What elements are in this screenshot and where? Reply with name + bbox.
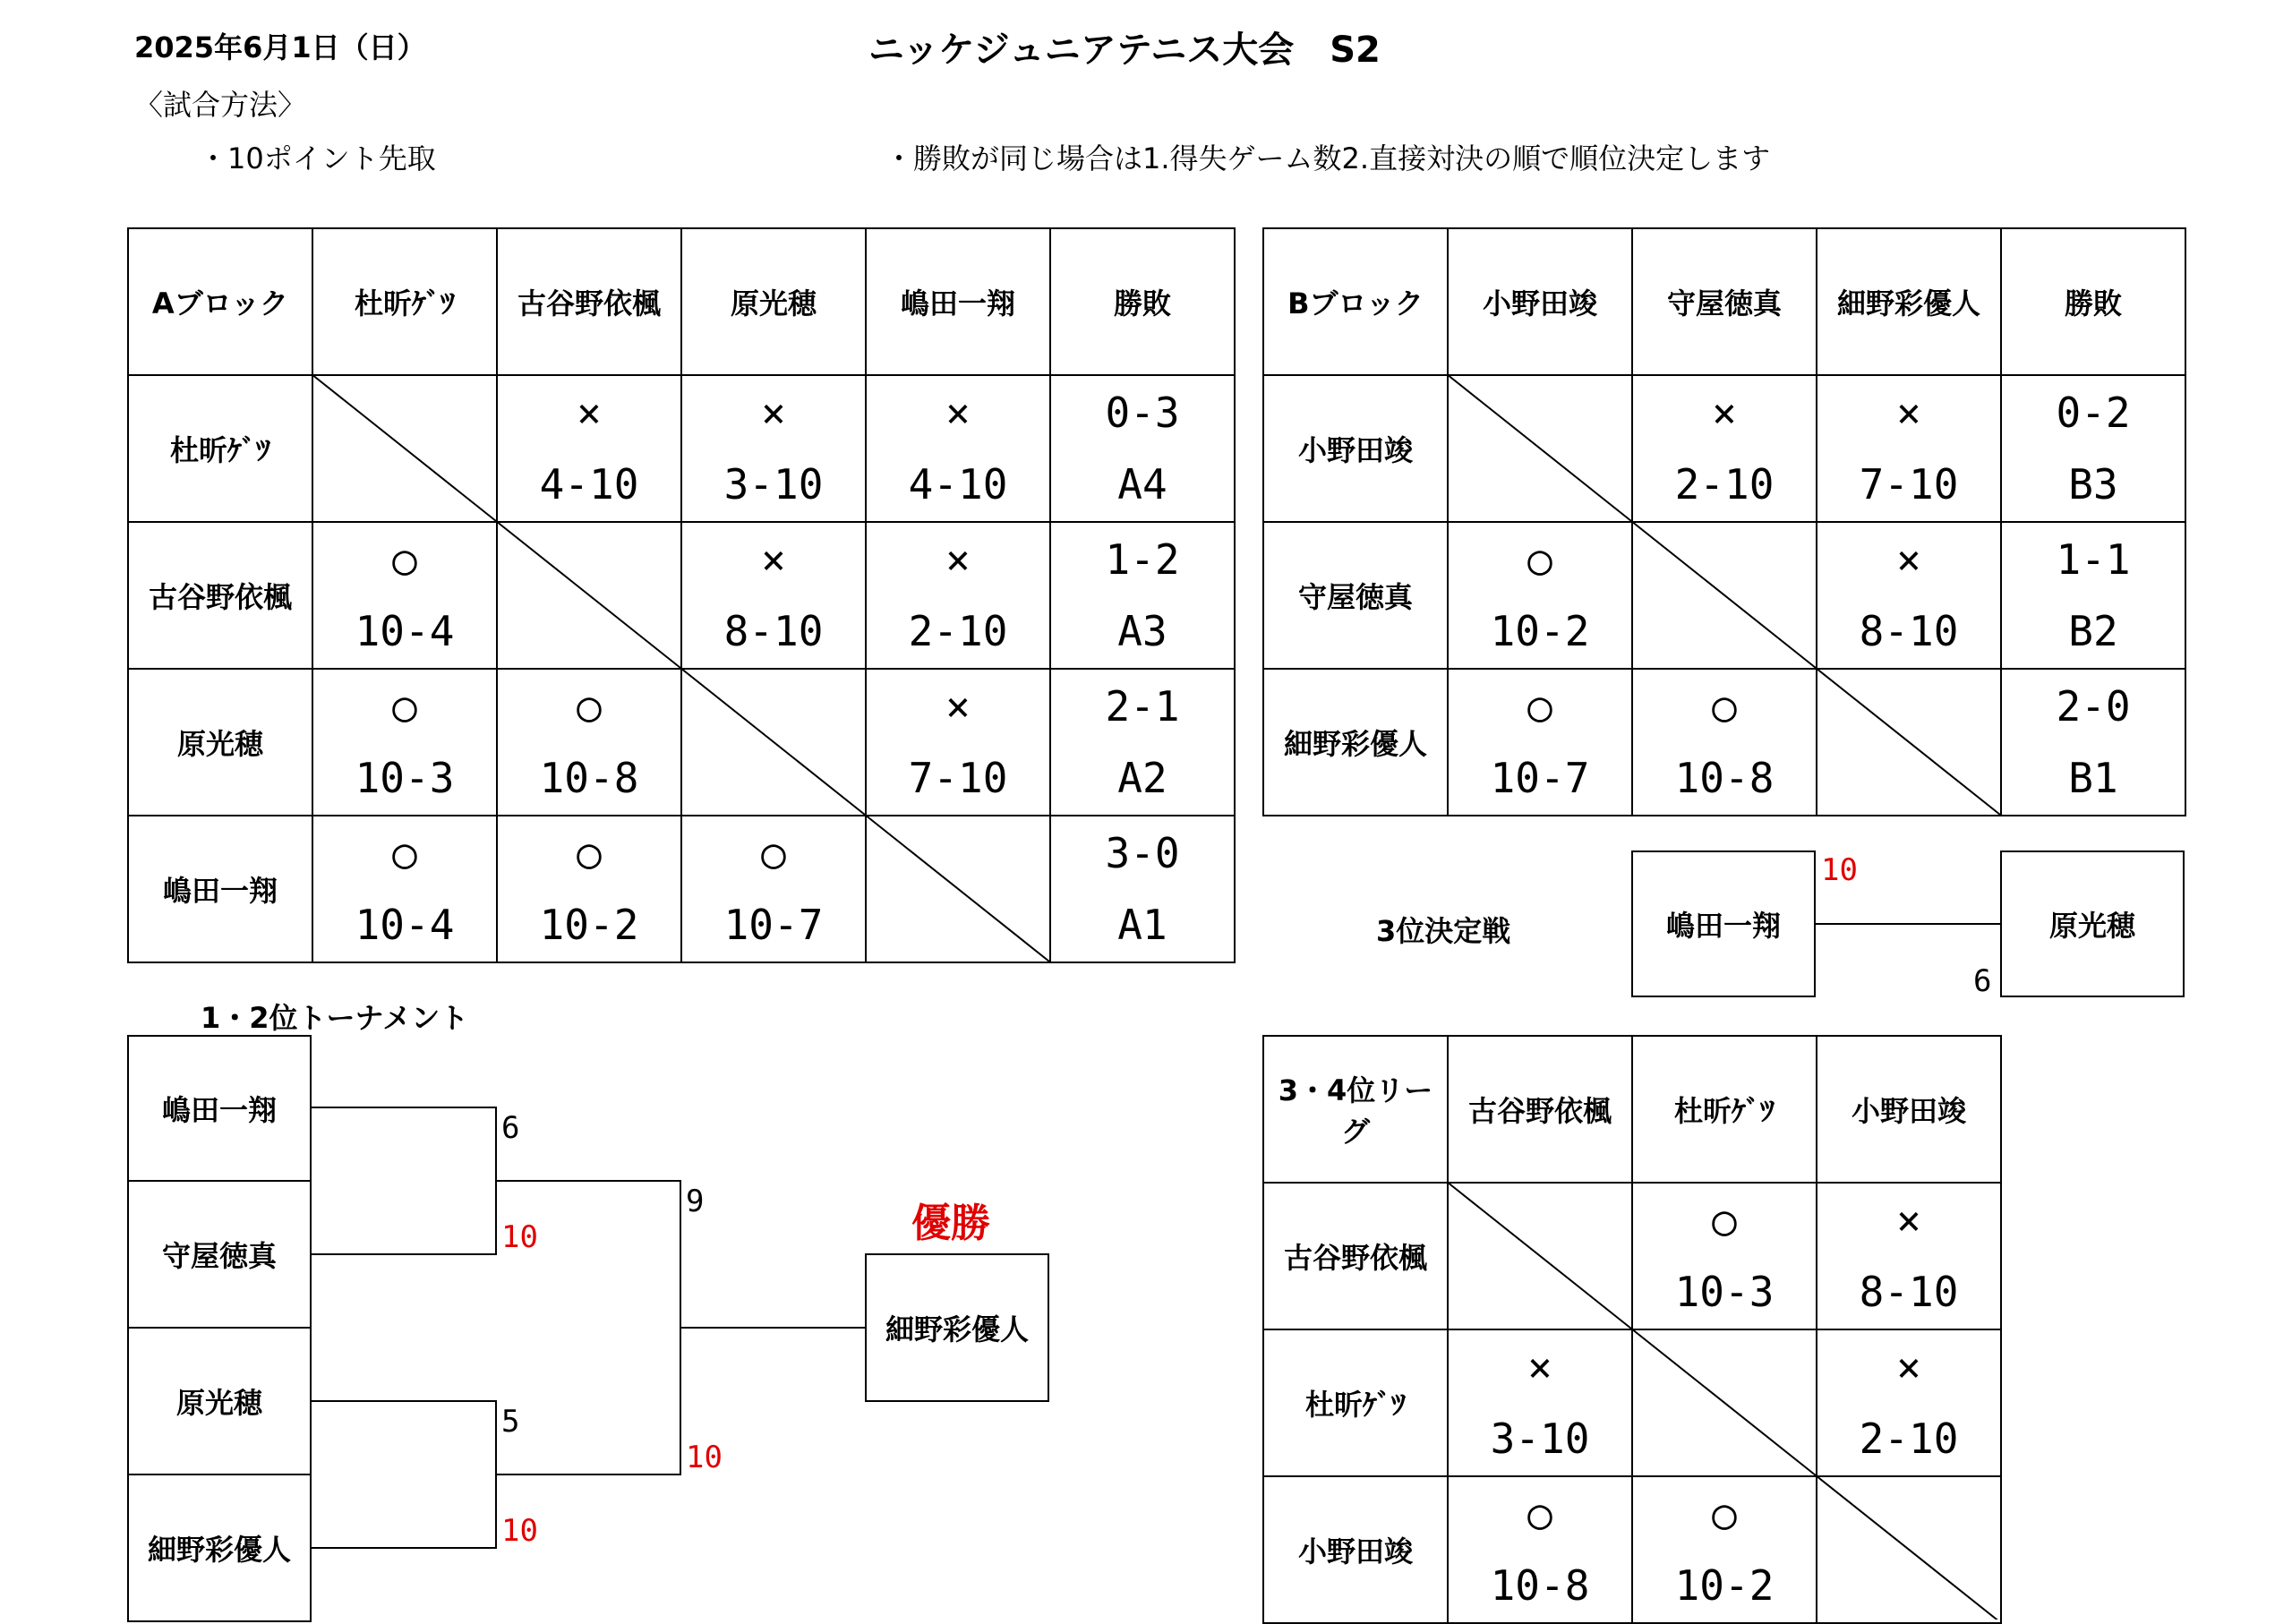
diagonal-line [1816, 1475, 2000, 1620]
result-cell: ○ 10-8 [497, 669, 681, 816]
third-place-player1: 嶋田一翔 [1631, 850, 1816, 997]
block-a-row-header: 嶋田一翔 [128, 816, 312, 962]
result-cell: ○ 10-4 [312, 522, 497, 669]
block-b-col-header: 小野田竣 [1448, 228, 1632, 375]
semi1-bottom-score: 10 [501, 1219, 538, 1255]
league34-col-header: 杜昕ｹﾞﾂ [1632, 1036, 1817, 1183]
result-cell: ○ 10-2 [1632, 1476, 1817, 1623]
record-cell: 1-2 A3 [1050, 522, 1235, 669]
diagonal-line [312, 374, 496, 521]
result-cell: × 4-10 [866, 375, 1050, 522]
block-a-row-header: 古谷野依楓 [128, 522, 312, 669]
semi2-bottom-score: 10 [501, 1513, 538, 1549]
block-b-col-header: 守屋徳真 [1632, 228, 1817, 375]
block-a-col-header-record: 勝敗 [1050, 228, 1235, 375]
block-b-row-header: 小野田竣 [1263, 375, 1448, 522]
diagonal-line [1631, 521, 1816, 668]
third-place-player2: 原光穂 [2000, 850, 2185, 997]
result-cell: × 2-10 [866, 522, 1050, 669]
record-cell: 3-0 A1 [1050, 816, 1235, 962]
block-b-row-header: 守屋徳真 [1263, 522, 1448, 669]
result-cell: ○ 10-3 [312, 669, 497, 816]
block-a-row-header: 杜昕ｹﾞﾂ [128, 375, 312, 522]
result-cell: ○ 10-2 [1448, 522, 1632, 669]
result-cell: × 2-10 [1817, 1329, 2001, 1476]
event-date: 2025年6月1日（日） [134, 30, 426, 64]
third-place-label: 3位決定戦 [1376, 914, 1511, 948]
third-place-loser-score: 6 [1973, 963, 1992, 999]
third-place-winner-score: 10 [1821, 852, 1858, 888]
block-b-corner: Bブロック [1263, 228, 1448, 375]
diagonal-line [1447, 1182, 1631, 1329]
result-cell: × 3-10 [1448, 1329, 1632, 1476]
diagonal-line [865, 815, 1049, 962]
diagonal-line [1816, 668, 2000, 815]
result-cell: ○ 10-8 [1632, 669, 1817, 816]
tournament-player: 原光穂 [127, 1327, 312, 1475]
block-b-col-header: 細野彩優人 [1817, 228, 2001, 375]
semi1-bracket [312, 1107, 496, 1254]
block-b-row-header: 細野彩優人 [1263, 669, 1448, 816]
result-cell: ○ 10-7 [681, 816, 866, 962]
diagonal-line [496, 521, 680, 668]
block-a-col-header: 嶋田一翔 [866, 228, 1050, 375]
record-cell: 1-1 B2 [2001, 522, 2185, 669]
block-a-col-header: 杜昕ｹﾞﾂ [312, 228, 497, 375]
page-title: ニッケジュニアテニス大会 S2 [868, 30, 1381, 71]
result-cell: ○ 10-2 [497, 816, 681, 962]
diagonal-line [1631, 1329, 1816, 1475]
block-a-row-header: 原光穂 [128, 669, 312, 816]
result-cell: ○ 10-7 [1448, 669, 1632, 816]
rule-first-to-10: ・10ポイント先取 [199, 141, 436, 175]
record-cell: 2-1 A2 [1050, 669, 1235, 816]
result-cell: × 4-10 [497, 375, 681, 522]
result-cell: ○ 10-3 [1632, 1183, 1817, 1329]
result-cell: ○ 10-4 [312, 816, 497, 962]
result-cell: × 8-10 [1817, 522, 2001, 669]
result-cell: × 3-10 [681, 375, 866, 522]
record-cell: 0-3 A4 [1050, 375, 1235, 522]
block-a-col-header: 原光穂 [681, 228, 866, 375]
result-cell: × 8-10 [681, 522, 866, 669]
record-cell: 0-2 B3 [2001, 375, 2185, 522]
tournament-player: 嶋田一翔 [127, 1035, 312, 1182]
league34-row-header: 小野田竣 [1263, 1476, 1448, 1623]
rule-tiebreak: ・勝敗が同じ場合は1.得失ゲーム数2.直接対決の順で順位決定します [885, 141, 1771, 175]
semi2-top-score: 5 [501, 1404, 520, 1440]
champion-box: 細野彩優人 [865, 1253, 1049, 1402]
result-cell: × 2-10 [1632, 375, 1817, 522]
method-label: 〈試合方法〉 [134, 88, 307, 122]
result-cell: × 8-10 [1817, 1183, 2001, 1329]
diagonal-line [1447, 374, 1631, 521]
league34-row-header: 古谷野依楓 [1263, 1183, 1448, 1329]
tournament-label: 1・2位トーナメント [201, 1001, 469, 1035]
champion-label: 優勝 [911, 1201, 990, 1246]
block-b-col-header-record: 勝敗 [2001, 228, 2185, 375]
result-cell: × 7-10 [866, 669, 1050, 816]
league34-col-header: 小野田竣 [1817, 1036, 2001, 1183]
semi1-top-score: 6 [501, 1110, 520, 1146]
tournament-player: 守屋徳真 [127, 1180, 312, 1329]
tournament-player: 細野彩優人 [127, 1474, 312, 1622]
result-cell: ○ 10-8 [1448, 1476, 1632, 1623]
result-cell: × 7-10 [1817, 375, 2001, 522]
semi2-bracket [312, 1401, 496, 1548]
final-top-score: 9 [686, 1184, 705, 1219]
diagonal-line [680, 668, 865, 815]
block-a-corner: Aブロック [128, 228, 312, 375]
league34-row-header: 杜昕ｹﾞﾂ [1263, 1329, 1448, 1476]
final-bottom-score: 10 [686, 1440, 723, 1475]
league34-corner: 3・4位リーグ [1263, 1036, 1448, 1183]
league34-col-header: 古谷野依楓 [1448, 1036, 1632, 1183]
block-a-col-header: 古谷野依楓 [497, 228, 681, 375]
record-cell: 2-0 B1 [2001, 669, 2185, 816]
